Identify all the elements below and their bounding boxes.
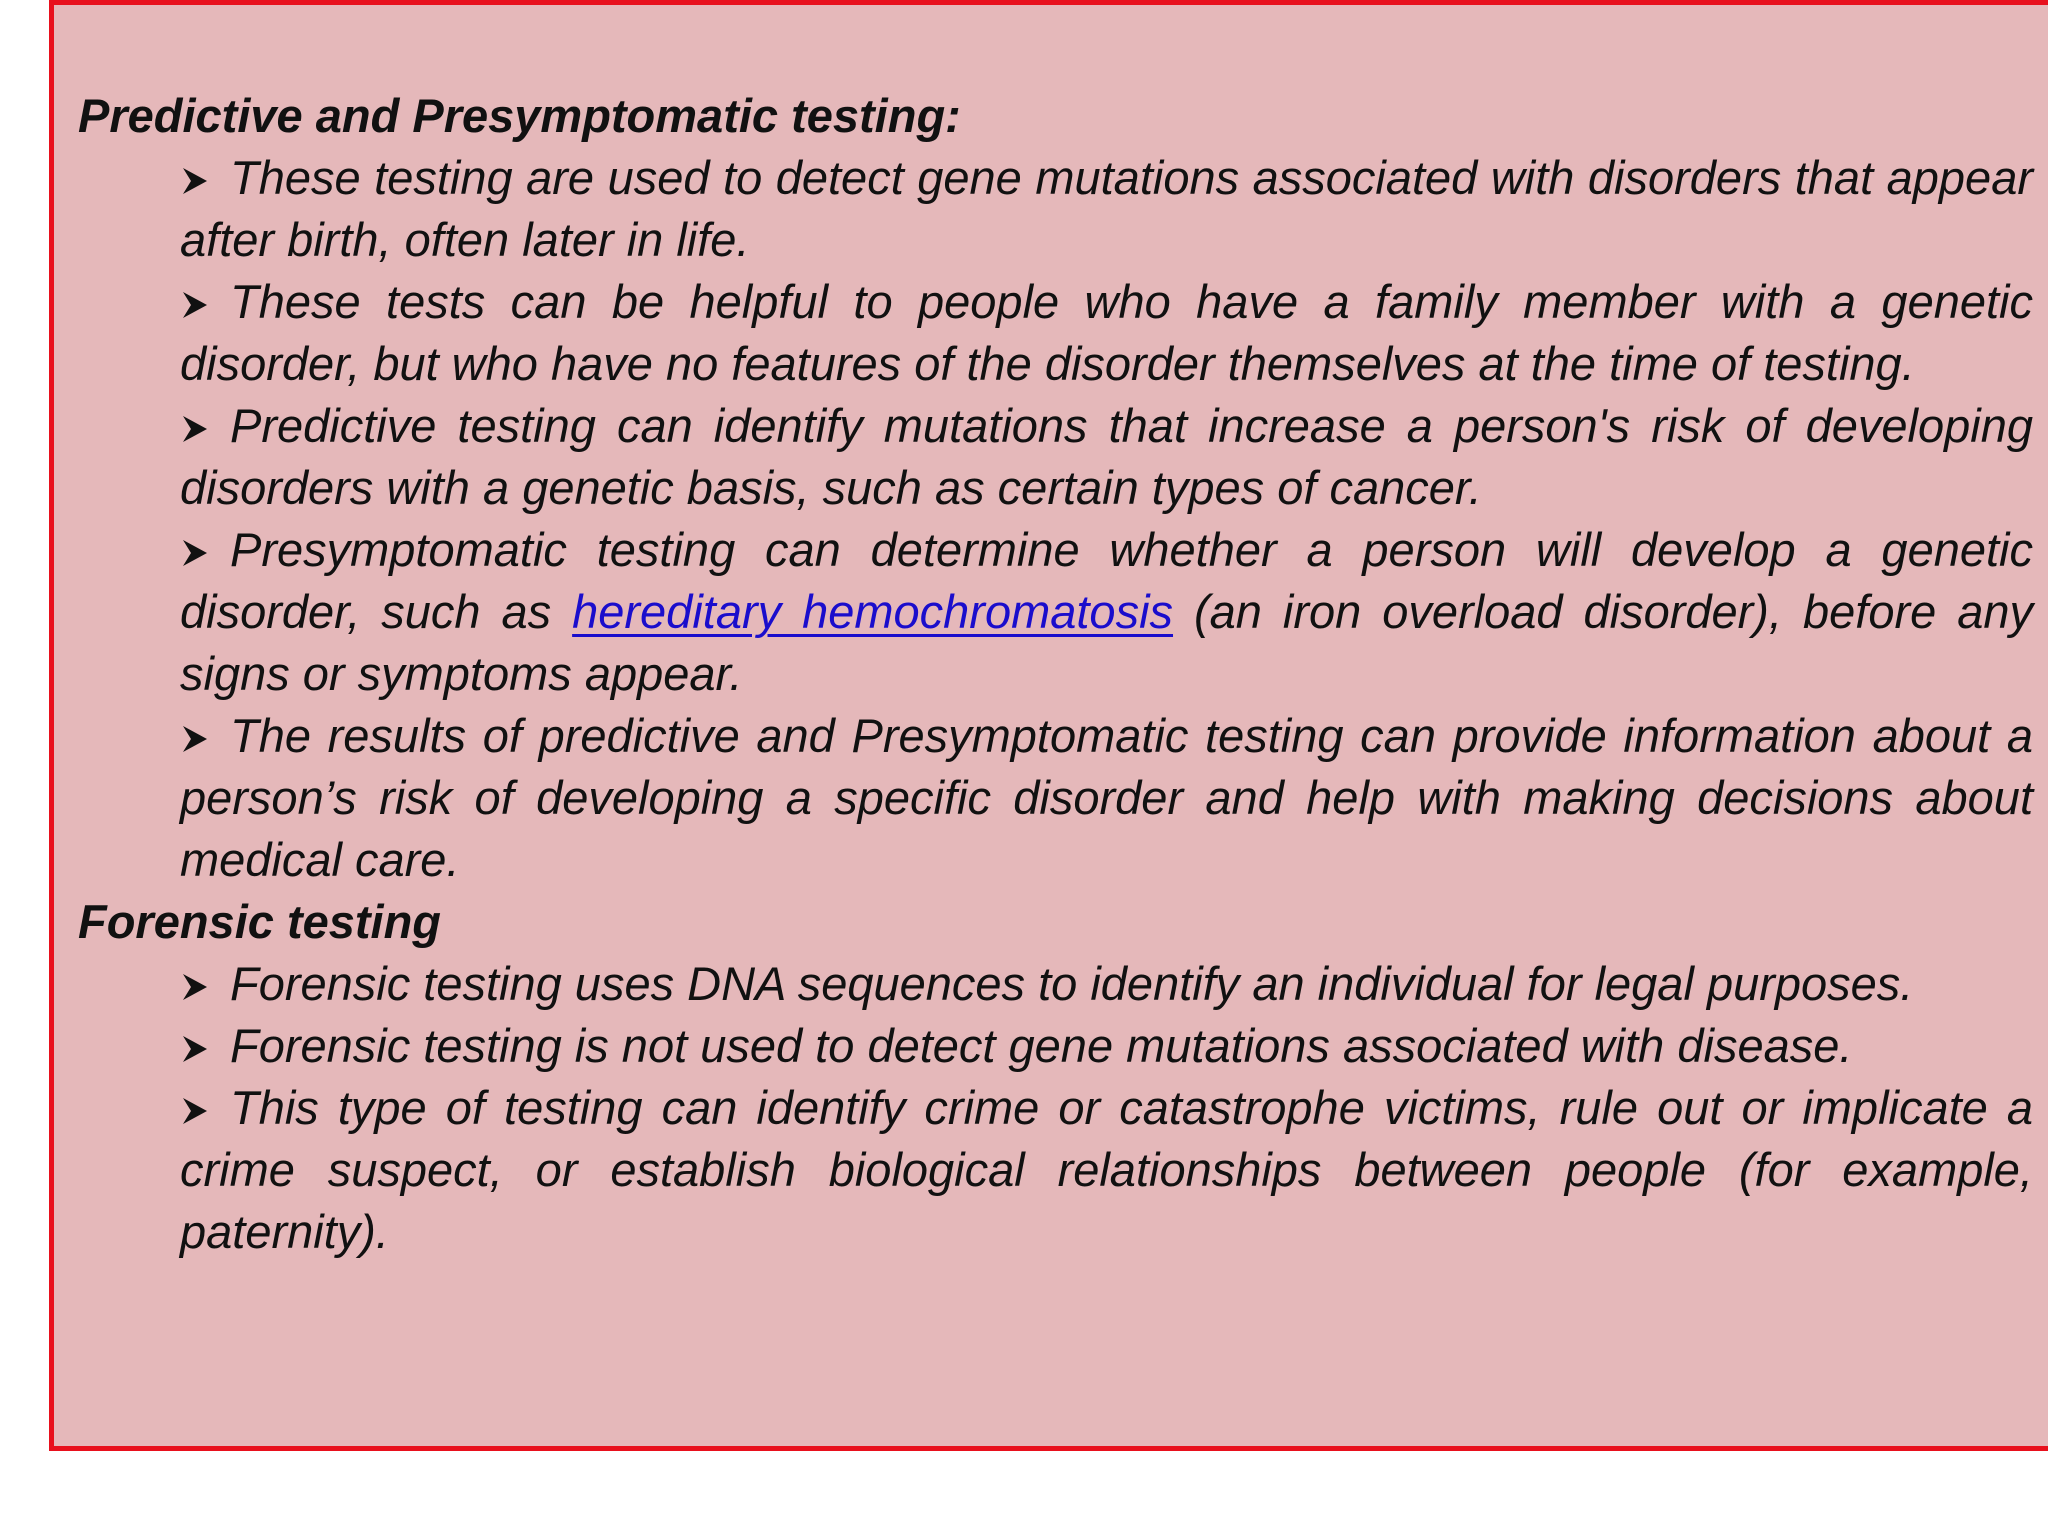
arrowhead-bullet-icon [180, 147, 210, 209]
arrowhead-bullet-icon [180, 1077, 210, 1139]
list-item [180, 1077, 2033, 1263]
list-item [180, 705, 2033, 891]
arrowhead-bullet-icon [180, 1015, 210, 1077]
bullet-text: Predictive testing can identify mutations that increase a person's risk of developing disorders with a genetic basis, such as certain types of cancer. [180, 399, 2033, 514]
arrowhead-bullet-icon [180, 953, 210, 1015]
list-item [180, 953, 2033, 1015]
arrowhead-bullet-icon [180, 395, 210, 457]
arrowhead-bullet-icon [180, 519, 210, 581]
bullet-text: Presymptomatic testing can determine whether a person will develop a genetic disorder, such as [180, 523, 2033, 638]
section-heading-forensic: Forensic testing [78, 895, 442, 948]
arrowhead-bullet-icon [180, 705, 210, 767]
section-heading-predictive: Predictive and Presymptomatic testing: [78, 89, 961, 142]
bullet-text: This type of testing can identify crime or catastrophe victims, rule out or implicate a crime suspect, or establish biological relationships between people (for example, paternity). [180, 1081, 2033, 1258]
bullet-text: These testing are used to detect gene mutations associated with disorders that appear after birth, often later in life. [180, 151, 2033, 266]
bullet-list-forensic [180, 953, 2033, 1263]
list-item [180, 271, 2033, 395]
bullet-list-predictive [180, 147, 2033, 891]
list-item [180, 1015, 2033, 1077]
bullet-text: These tests can be helpful to people who have a family member with a genetic disorder, but who have no features of the disorder themselves at the time of testing. [180, 275, 2033, 390]
bullet-text: The results of predictive and Presymptomatic testing can provide information about a person’s risk of developing a specific disorder and help with making decisions about medical care. [180, 709, 2033, 886]
hereditary-hemochromatosis-link[interactable]: hereditary hemochromatosis [572, 585, 1174, 638]
slide-content [78, 85, 2033, 1263]
arrowhead-bullet-icon [180, 271, 210, 333]
content-box [49, 0, 2048, 1451]
bullet-text: Forensic testing uses DNA sequences to identify an individual for legal purposes. [230, 957, 1914, 1010]
bullet-text: Forensic testing is not used to detect gene mutations associated with disease. [230, 1019, 1853, 1072]
list-item [180, 395, 2033, 519]
bullet-text: (an iron overload disorder), before any signs or symptoms appear. [180, 585, 2033, 700]
list-item [180, 519, 2033, 705]
list-item [180, 147, 2033, 271]
